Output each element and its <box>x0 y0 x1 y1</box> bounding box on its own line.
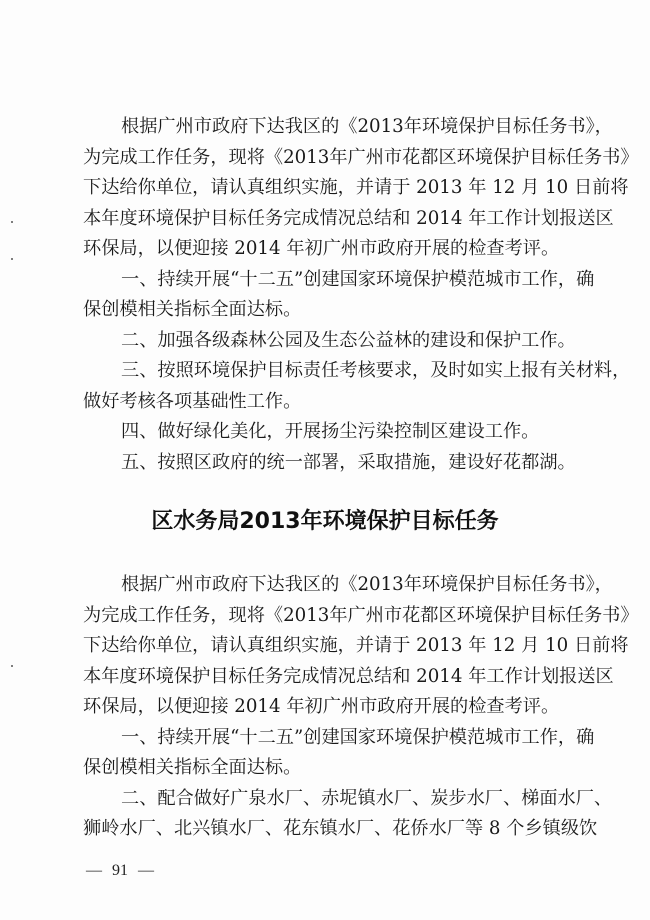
page-number: — 91 — <box>86 862 154 879</box>
text-line: 狮岭水厂、北兴镇水厂、花东镇水厂、花侨水厂等 8 个乡镇级饮 <box>83 818 598 839</box>
text-line: 三、按照环境保护目标责任考核要求，及时如实上报有关材料， <box>121 360 631 381</box>
text-line: 做好考核各项基础性工作。 <box>83 390 302 412</box>
scan-speck <box>11 221 13 223</box>
text-line: 下达给你单位，请认真组织实施，并请于 2013 年 12 月 10 日前将 <box>83 177 629 198</box>
scan-speck <box>11 665 13 667</box>
text-line: 五、按照区政府的统一部署，采取措施，建设好花都湖。 <box>121 451 576 473</box>
text-line: 为完成工作任务，现将《2013年广州市花都区环境保护目标任务书》 <box>83 146 639 168</box>
text-line: 为完成工作任务，现将《2013年广州市花都区环境保护目标任务书》 <box>83 604 639 626</box>
text-line: 本年度环境保护目标任务完成情况总结和 2014 年工作计划报送区 <box>83 207 614 229</box>
text-line: 四、做好绿化美化，开展扬尘污染控制区建设工作。 <box>121 421 540 442</box>
text-line: 根据广州市政府下达我区的《2013年环境保护目标任务书》， <box>121 574 613 595</box>
section-water-bureau-tasks <box>83 570 639 845</box>
text-line: 二、加强各级森林公园及生态公益林的建设和保护工作。 <box>121 329 576 351</box>
text-line: 下达给你单位，请认真组织实施，并请于 2013 年 12 月 10 日前将 <box>83 635 629 656</box>
text-line: 环保局，以便迎接 2014 年初广州市政府开展的检查考评。 <box>83 696 560 717</box>
scan-speck <box>11 258 13 260</box>
text-line: 一、持续开展“十二五”创建国家环境保护模范城市工作，确 <box>121 726 595 748</box>
text-line: 本年度环境保护目标任务完成情况总结和 2014 年工作计划报送区 <box>83 665 614 687</box>
text-line: 保创模相关指标全面达标。 <box>83 757 302 778</box>
text-line: 二、配合做好广泉水厂、赤坭镇水厂、炭步水厂、梯面水厂、 <box>121 787 613 809</box>
text-line: 一、持续开展“十二五”创建国家环境保护模范城市工作，确 <box>121 268 595 290</box>
section-heading: 区水务局2013年环境保护目标任务 <box>151 509 499 534</box>
text-line: 环保局，以便迎接 2014 年初广州市政府开展的检查考评。 <box>83 238 560 259</box>
section-environment-tasks <box>83 112 639 478</box>
text-line: 根据广州市政府下达我区的《2013年环境保护目标任务书》， <box>121 116 613 137</box>
text-line: 保创模相关指标全面达标。 <box>83 299 302 320</box>
